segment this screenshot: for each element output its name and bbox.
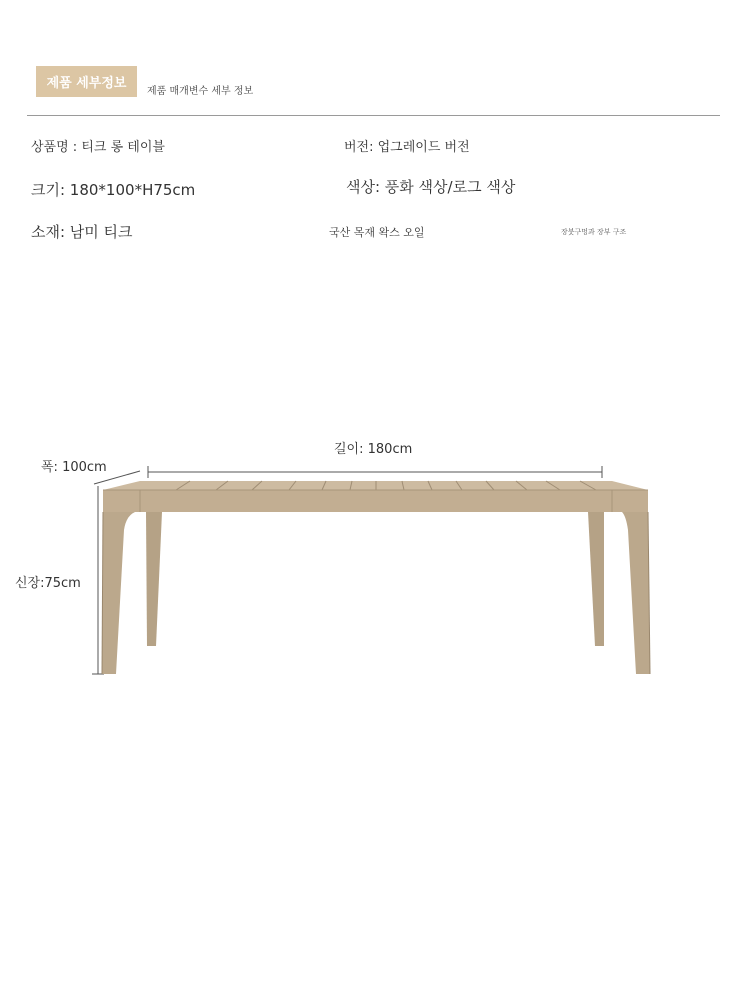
back-left-leg <box>146 512 162 646</box>
back-right-leg <box>588 512 604 646</box>
spec-material: 소재: 남미 티크 <box>31 223 133 241</box>
length-label: 길이: 180cm <box>334 442 413 457</box>
width-label: 폭: 100cm <box>41 460 107 475</box>
table-illustration <box>0 420 750 700</box>
divider <box>27 115 720 116</box>
length-dimension-line <box>148 466 602 478</box>
header-subtitle: 제품 매개변수 세부 정보 <box>147 86 254 97</box>
front-left-leg <box>102 512 135 674</box>
spec-size: 크기: 180*100*H75cm <box>31 181 196 199</box>
spec-color: 색상: 풍화 색상/로그 색상 <box>346 178 516 196</box>
table-figure <box>0 420 750 700</box>
front-right-leg <box>622 512 650 674</box>
spec-finish: 국산 목재 왁스 오일 <box>329 226 425 239</box>
header-badge: 제품 세부정보 <box>36 66 137 97</box>
spec-joinery: 장붓구멍과 장부 구조 <box>561 228 627 236</box>
height-label: 신장:75cm <box>15 576 81 591</box>
spec-name: 상품명 : 티크 롱 테이블 <box>31 140 165 155</box>
width-dimension-line <box>94 471 140 484</box>
tabletop-apron <box>103 490 648 512</box>
spec-version: 버전: 업그레이드 버전 <box>344 140 470 155</box>
